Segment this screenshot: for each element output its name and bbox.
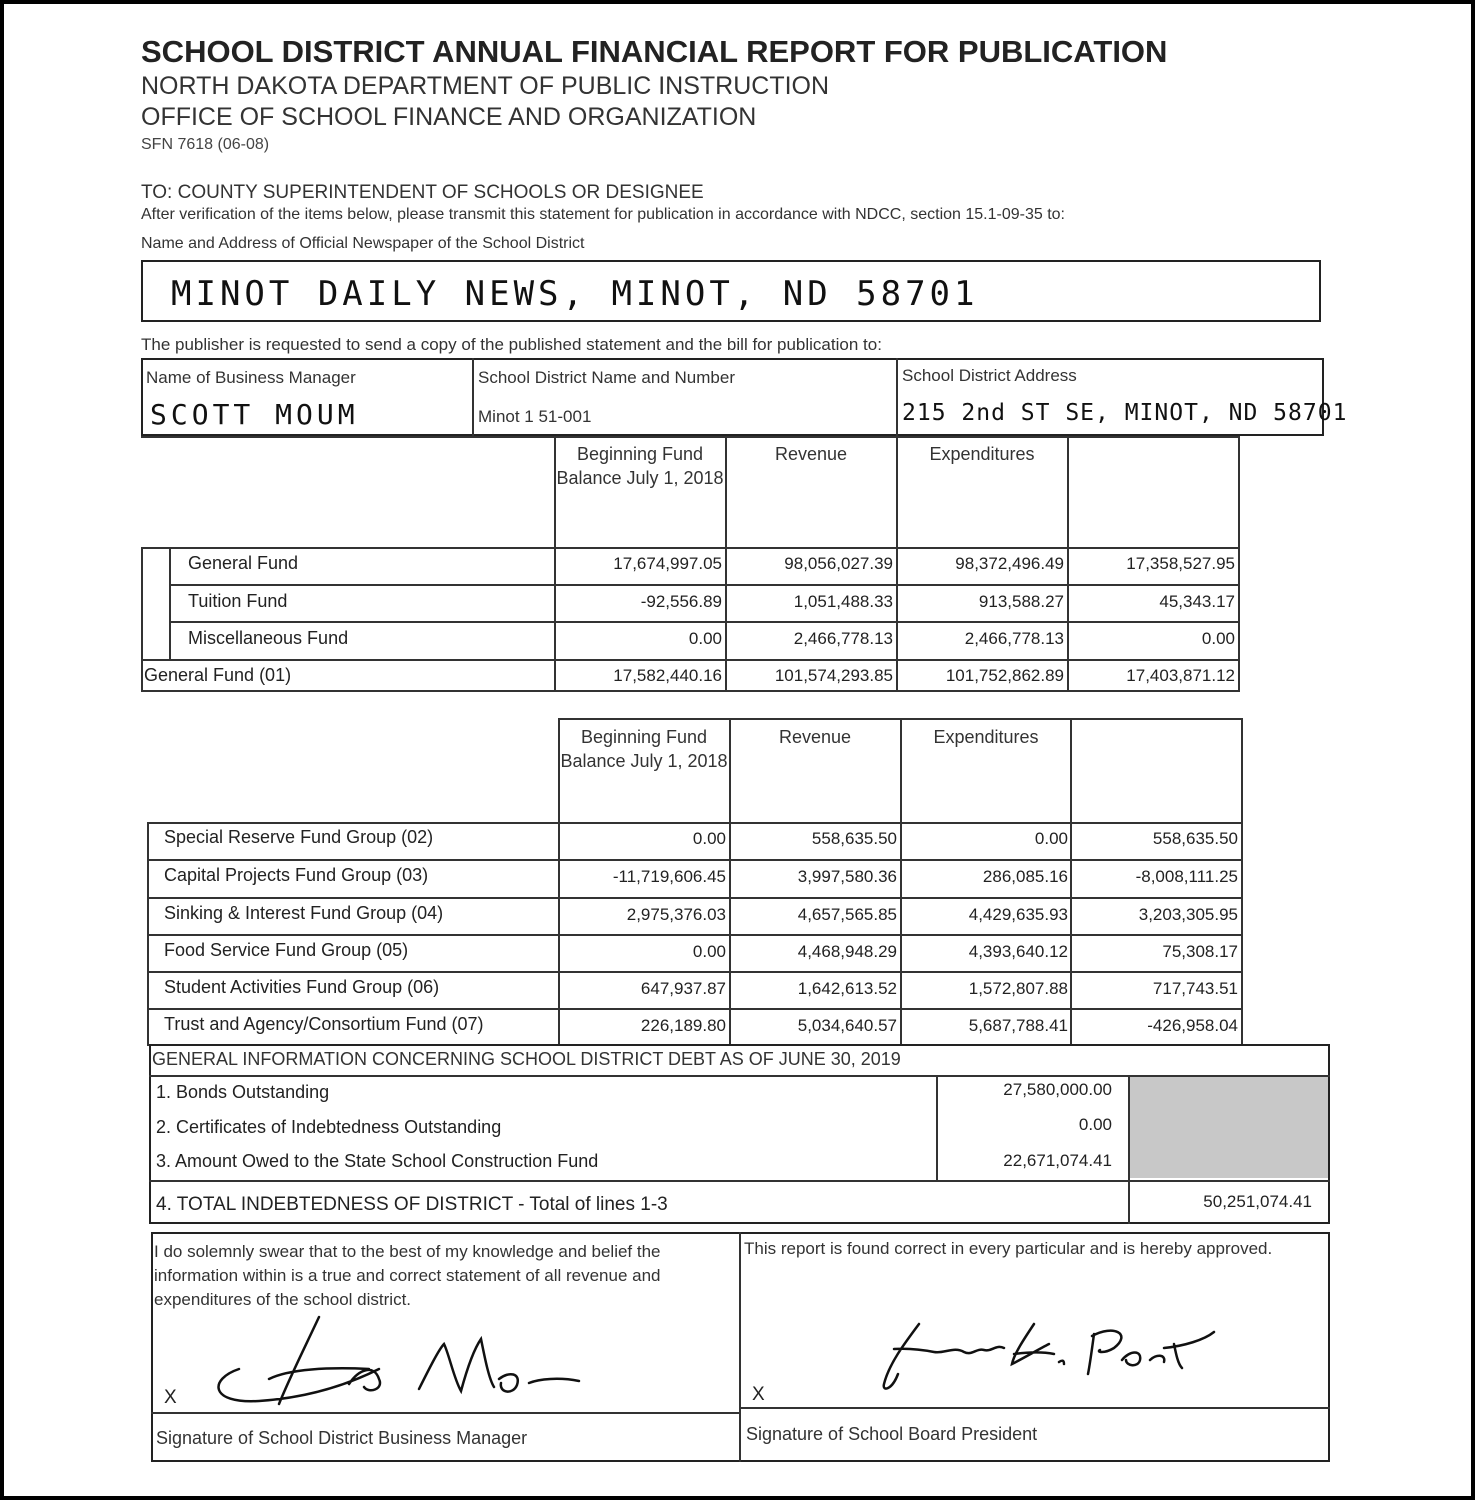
manager-signature [199, 1309, 599, 1409]
manager-label: Name of Business Manager [146, 368, 356, 387]
debt-row-value: 27,580,000.00 [1003, 1080, 1112, 1099]
report-title: SCHOOL DISTRICT ANNUAL FINANCIAL REPORT FOR PUBLICATION [141, 34, 1168, 69]
fund-row-begin: 647,937.87 [640, 979, 726, 998]
fund-row-revenue: 3,997,580.36 [797, 867, 897, 886]
gf-row-end: 45,343.17 [1159, 592, 1235, 611]
newspaper-value: MINOT DAILY NEWS, MINOT, ND 58701 [171, 274, 979, 314]
fund-row-revenue: 4,468,948.29 [797, 942, 897, 961]
manager-signature-caption: Signature of School District Business Manager [156, 1428, 528, 1448]
fund-row-begin: -11,719,606.45 [612, 867, 726, 886]
department-name: NORTH DAKOTA DEPARTMENT OF PUBLIC INSTRUCTION [141, 72, 830, 100]
gf-total-begin: 17,582,440.16 [613, 666, 722, 685]
shaded-cell [1130, 1077, 1328, 1178]
manager-value: SCOTT MOUM [150, 398, 359, 431]
debt-row-value: 22,671,074.41 [1003, 1151, 1112, 1170]
gf-total-label: General Fund (01) [144, 665, 292, 685]
gf-row-label: General Fund [188, 553, 299, 573]
gf-row-begin: 17,674,997.05 [613, 554, 722, 573]
newspaper-box [141, 260, 1321, 322]
office-name: OFFICE OF SCHOOL FINANCE AND ORGANIZATION [141, 103, 757, 131]
gf-row-exp: 2,466,778.13 [964, 629, 1064, 648]
gf-row-revenue: 2,466,778.13 [793, 629, 893, 648]
debt-row-label: 1. Bonds Outstanding [156, 1082, 330, 1102]
president-x-mark: X [752, 1384, 765, 1405]
district-label: School District Name and Number [478, 368, 735, 387]
fund-row-label: Sinking & Interest Fund Group (04) [164, 903, 444, 923]
fund-row-revenue: 4,657,565.85 [797, 905, 897, 924]
contact-divider-1 [472, 358, 474, 436]
form-number: SFN 7618 (06-08) [141, 136, 270, 153]
fund-row-end: 558,635.50 [1152, 829, 1238, 848]
gf-row-revenue: 1,051,488.33 [793, 592, 893, 611]
gf-row-label: Tuition Fund [188, 591, 288, 611]
debt-row-value: 0.00 [1078, 1115, 1112, 1134]
fund-row-exp: 4,429,635.93 [968, 905, 1068, 924]
fund-row-label: Food Service Fund Group (05) [164, 940, 409, 960]
fund-row-revenue: 558,635.50 [811, 829, 897, 848]
address-label: School District Address [902, 366, 1077, 385]
fund-row-label: Student Activities Fund Group (06) [164, 977, 440, 997]
oath-text: I do solemnly swear that to the best of my knowledge and belief the information within is a true and correct statement of all revenue and expenditures of the school district. [154, 1242, 661, 1309]
contact-divider-2 [896, 358, 898, 436]
president-signature [864, 1304, 1224, 1394]
gf-col-revenue: Revenue [774, 444, 848, 464]
fund-row-begin: 2,975,376.03 [626, 905, 726, 924]
gf-col-expenditures: Expenditures [929, 444, 1035, 464]
fund-row-begin: 226,189.80 [640, 1016, 726, 1035]
instruction-text: After verification of the items below, please transmit this statement for publication in accordance with NDCC, section 15.1-09-35 to: [141, 206, 1065, 223]
gf-row-exp: 98,372,496.49 [955, 554, 1064, 573]
debt-row-label: 3. Amount Owed to the State School Construction Fund [156, 1151, 599, 1171]
gf-total-revenue: 101,574,293.85 [774, 666, 893, 685]
fund-row-end: 75,308.17 [1162, 942, 1238, 961]
gf-row-exp: 913,588.27 [978, 592, 1064, 611]
newspaper-label: Name and Address of Official Newspaper of the School District [141, 235, 585, 252]
publisher-note: The publisher is requested to send a copy of the published statement and the bill for publication to: [141, 335, 882, 354]
report-page [4, 4, 1471, 1496]
fund-row-label: Special Reserve Fund Group (02) [164, 827, 434, 847]
gf-row-begin: 0.00 [688, 629, 722, 648]
fund-row-exp: 5,687,788.41 [968, 1016, 1068, 1035]
of-col-beginning: Beginning Fund Balance July 1, 2018 [560, 727, 728, 771]
gf-total-end: 17,403,871.12 [1126, 666, 1235, 685]
fund-row-revenue: 5,034,640.57 [797, 1016, 897, 1035]
debt-title: GENERAL INFORMATION CONCERNING SCHOOL DISTRICT DEBT AS OF JUNE 30, 2019 [152, 1049, 901, 1069]
debt-total-value: 50,251,074.41 [1203, 1192, 1312, 1211]
fund-row-begin: 0.00 [692, 942, 726, 961]
district-value: Minot 1 51-001 [478, 407, 592, 426]
fund-row-end: 717,743.51 [1152, 979, 1238, 998]
addressee: TO: COUNTY SUPERINTENDENT OF SCHOOLS OR DESIGNEE [141, 182, 704, 203]
manager-x-mark: X [164, 1387, 177, 1408]
gf-row-revenue: 98,056,027.39 [784, 554, 893, 573]
gf-header-top [141, 436, 1240, 438]
fund-row-end: 3,203,305.95 [1138, 905, 1238, 924]
of-col-revenue: Revenue [778, 727, 852, 747]
fund-row-exp: 286,085.16 [982, 867, 1068, 886]
address-value: 215 2nd ST SE, MINOT, ND 58701 [902, 400, 1348, 426]
fund-row-exp: 0.00 [1034, 829, 1068, 848]
gf-total-exp: 101,752,862.89 [945, 666, 1064, 685]
gf-row-end: 17,358,527.95 [1126, 554, 1235, 573]
gf-row-begin: -92,556.89 [640, 592, 722, 611]
fund-row-exp: 1,572,807.88 [968, 979, 1068, 998]
fund-row-exp: 4,393,640.12 [968, 942, 1068, 961]
gf-row-end: 0.00 [1201, 629, 1235, 648]
fund-row-end: -426,958.04 [1147, 1016, 1238, 1035]
gf-col-beginning: Beginning Fund Balance July 1, 2018 [556, 444, 724, 488]
of-col-expenditures: Expenditures [933, 727, 1039, 747]
fund-row-begin: 0.00 [692, 829, 726, 848]
fund-row-end: -8,008,111.25 [1135, 867, 1238, 886]
approval-text: This report is found correct in every particular and is hereby approved. [744, 1239, 1273, 1258]
fund-row-label: Trust and Agency/Consortium Fund (07) [164, 1014, 484, 1034]
gf-row-label: Miscellaneous Fund [188, 628, 349, 648]
debt-row-label: 2. Certificates of Indebtedness Outstanding [156, 1117, 502, 1137]
president-signature-caption: Signature of School Board President [746, 1424, 1038, 1444]
fund-row-label: Capital Projects Fund Group (03) [164, 865, 429, 885]
fund-row-revenue: 1,642,613.52 [797, 979, 897, 998]
debt-total-label: 4. TOTAL INDEBTEDNESS OF DISTRICT - Total of lines 1-3 [156, 1194, 668, 1215]
